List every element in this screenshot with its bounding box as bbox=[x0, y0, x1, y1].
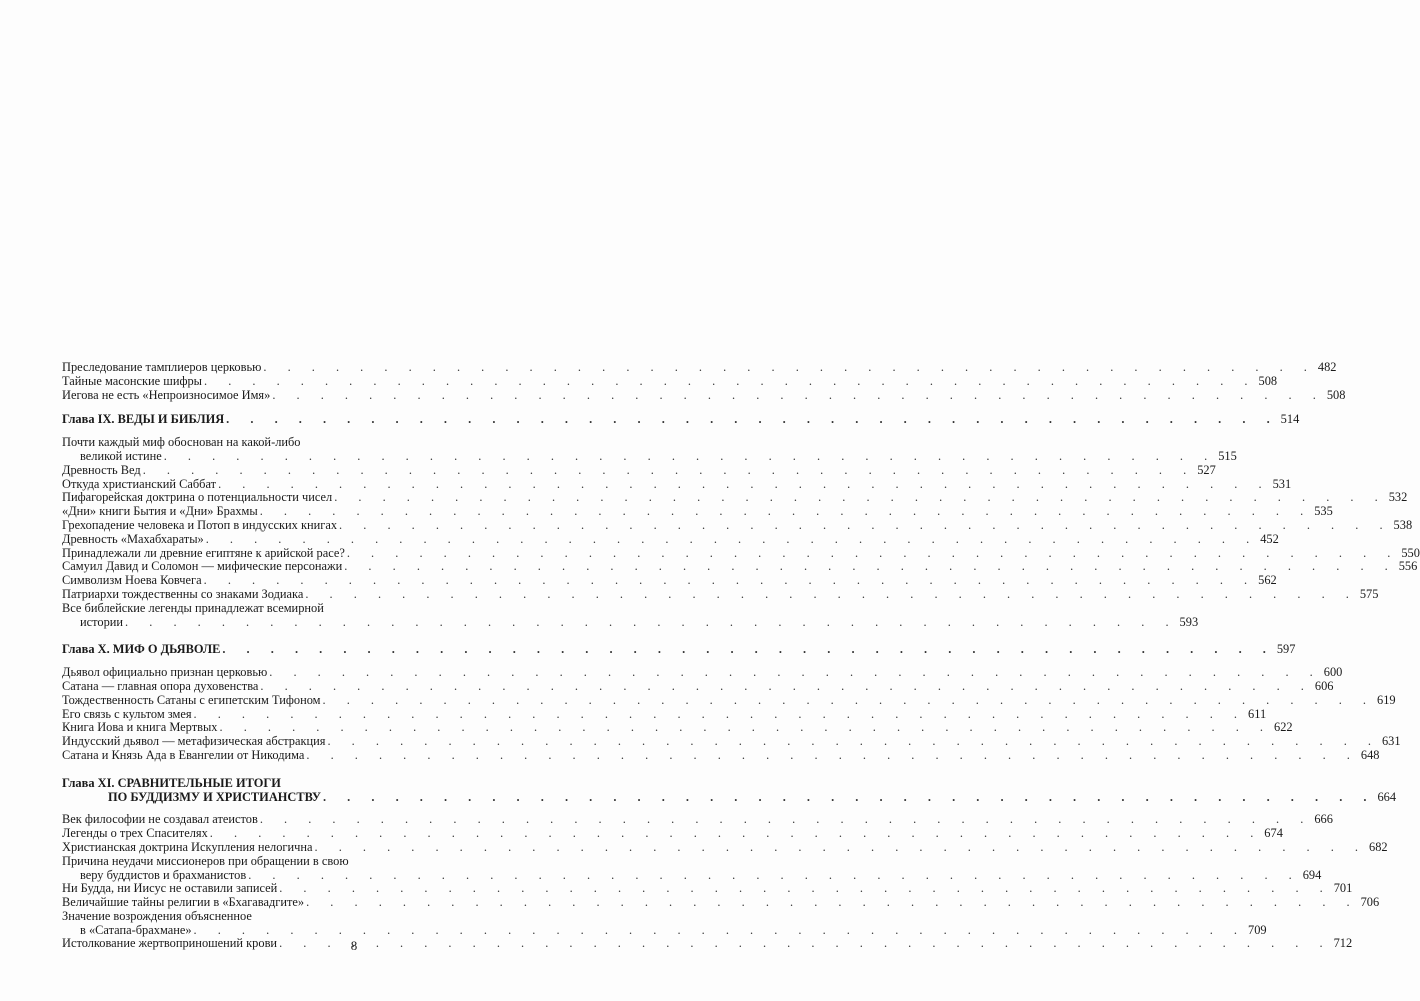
toc-entry: Ни Будда, ни Иисус не оставили записей . . . 701 bbox=[62, 882, 386, 896]
toc-entry: Сатана и Князь Ада в Евангелии от Никодима . . . 648 bbox=[62, 749, 386, 763]
toc-entry: Дьявол официально признан церковью . . . 600 bbox=[62, 666, 386, 680]
toc-entry: Тайные масонские шифры . . . 508 bbox=[62, 375, 386, 389]
toc-entry: Древность Вед . . . 527 bbox=[62, 464, 386, 478]
chapter11-entries bbox=[62, 881, 1380, 910]
toc-entry: Тождественность Сатаны с египетским Тифоном . . . 619 bbox=[62, 694, 386, 708]
toc-entry-multiline: Почти каждый миф обоснован на какой-либо великой истине . . . 515 bbox=[62, 436, 386, 464]
toc-entry: Индусский дьявол — метафизическая абстракция . . . 631 bbox=[62, 735, 386, 749]
toc-entry: Пифагорейская доктрина о потенциальности чисел . . . 532 bbox=[62, 491, 386, 505]
toc-entry: «Дни» книги Бытия и «Дни» Брахмы . . . 535 bbox=[62, 505, 386, 519]
chapter-heading-10: Глава X. МИФ О ДЬЯВОЛЕ . . . 597 bbox=[62, 643, 386, 657]
toc-entry: Величайшие тайны религии в «Бхагавадгите» . . . 706 bbox=[62, 896, 386, 910]
toc-entry: Патриархи тождественны со знаками Зодиака . . . 575 bbox=[62, 588, 386, 602]
toc-entry: Преследование тамплиеров церковью . . . 482 bbox=[62, 361, 386, 375]
toc-entry: Иегова не есть «Непроизносимое Имя» . . . 508 bbox=[62, 389, 386, 403]
page-number: 8 bbox=[350, 938, 358, 953]
chapter9-entries bbox=[62, 462, 1420, 602]
toc-entry: Век философии не создавал атеистов . . . 666 bbox=[62, 813, 386, 827]
toc-entry: Грехопадение человека и Потоп в индусских книгах . . . 538 bbox=[62, 519, 386, 533]
toc-entry: Символизм Ноева Ковчега . . . 562 bbox=[62, 574, 386, 588]
toc-entry: Книга Иова и книга Мертвых . . . 622 bbox=[62, 721, 386, 735]
pre-entries bbox=[62, 360, 1346, 402]
toc-entry-multiline: Все библейские легенды принадлежат всемирной истории . . . 593 bbox=[62, 602, 386, 630]
table-of-contents bbox=[62, 360, 1420, 951]
chapter-heading-11: Глава XI. СРАВНИТЕЛЬНЫЕ ИТОГИ ПО БУДДИЗМУ И ХРИСТИАНСТВУ . . . 664 bbox=[62, 777, 386, 805]
toc-entry: Истолкование жертвоприношений крови . . . 712 bbox=[62, 937, 386, 951]
toc-entry-multiline: Причина неудачи миссионеров при обращении в свою веру буддистов и брахманистов . . . 694 bbox=[62, 855, 386, 883]
toc-entry: Принадлежали ли древние египтяне к арийской расе? . . . 550 bbox=[62, 547, 386, 561]
chapter10-entries bbox=[62, 665, 1401, 763]
chapter-heading-9: Глава IX. ВЕДЫ И БИБЛИЯ . . . 514 bbox=[62, 413, 386, 427]
toc-entry: Самуил Давид и Соломон — мифические персонажи . . . 556 bbox=[62, 560, 386, 574]
toc-entry: Христианская доктрина Искупления нелогична . . . 682 bbox=[62, 841, 386, 855]
toc-entry: Сатана — главная опора духовенства . . . 606 bbox=[62, 680, 386, 694]
chapter11-entries bbox=[62, 812, 1388, 854]
toc-entry: Легенды о трех Спасителях . . . 674 bbox=[62, 827, 386, 841]
toc-entry: Его связь с культом змея . . . 611 bbox=[62, 708, 386, 722]
toc-entry: Древность «Махабхараты» . . . 452 bbox=[62, 533, 386, 547]
toc-entry-multiline: Значение возрождения объясненное в «Сатапа-брахмане» . . . 709 bbox=[62, 910, 386, 938]
toc-entry: Откуда христианский Саббат . . . 531 bbox=[62, 478, 386, 492]
